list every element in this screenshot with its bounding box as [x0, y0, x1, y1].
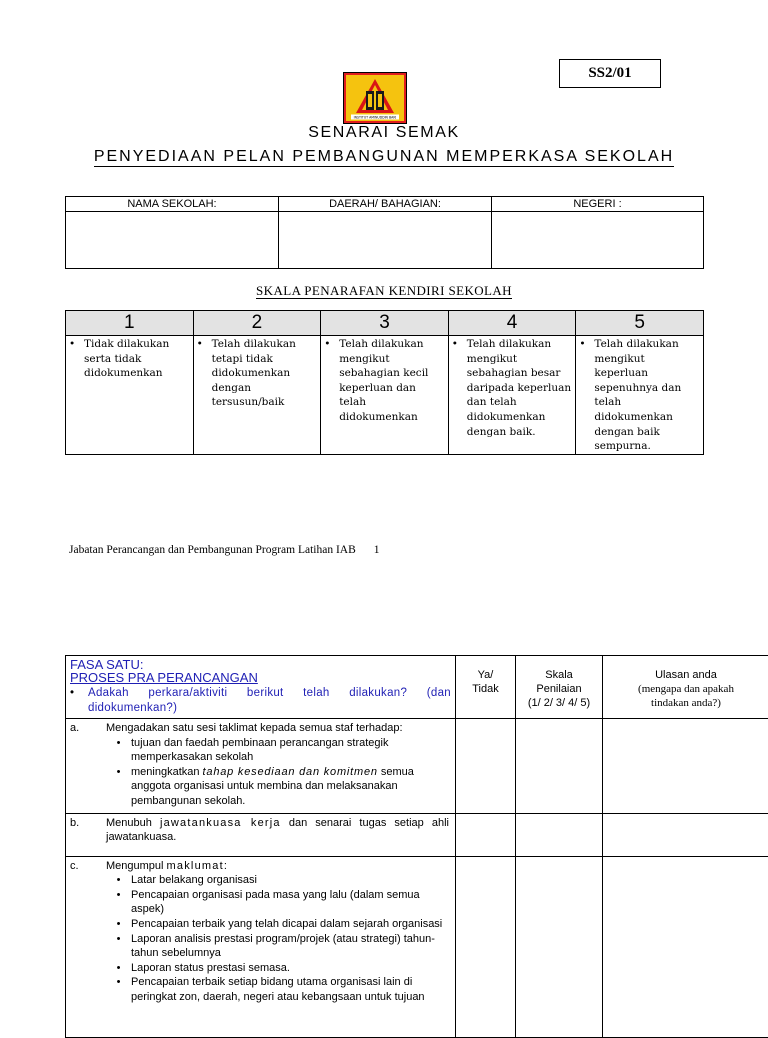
scale-description: Telah dilakukan mengikut sebahagian besar daripada keperluan dan telah didokumenkan dengan baik. — [467, 337, 574, 439]
phase-question: Adakah perkara/aktiviti berikut telah dilakukan? (dan didokumenkan?) — [88, 686, 451, 716]
checklist-item-b — [66, 813, 456, 856]
yes-no-cell[interactable] — [456, 719, 516, 814]
page-number: 1 — [374, 544, 380, 556]
sub-item: Laporan analisis prestasi program/projek (atau strategi) tahun-tahun sebelumnya — [131, 932, 449, 961]
scale-description: Telah dilakukan tetapi tidak didokumenkan dengan tersusun/baik — [212, 337, 319, 410]
item-text — [106, 859, 449, 874]
logo-caption: INSTITUT AMINUDDIN BAKI — [354, 116, 397, 120]
comment-header — [603, 656, 768, 719]
sub-item: tujuan dan faedah pembinaan perancangan strategik memperkasakan sekolah — [131, 736, 449, 765]
district-field[interactable] — [279, 212, 492, 269]
school-name-field[interactable] — [66, 212, 279, 269]
comment-header-line1: Ulasan anda — [603, 668, 768, 682]
bullet-icon: • — [579, 337, 594, 454]
rating-scale-table — [65, 310, 704, 455]
scale-header-line2: Penilaian — [516, 682, 602, 696]
comment-cell[interactable] — [603, 856, 768, 1037]
yes-no-header-line1: Ya/ — [456, 668, 515, 682]
school-name-header: NAMA SEKOLAH: — [66, 197, 279, 212]
yes-no-header — [456, 656, 516, 719]
item-text-spaced: jawatankuasa kerja — [160, 817, 281, 829]
bullet-icon: • — [452, 337, 467, 439]
item-text-pre: Menubuh — [106, 817, 160, 829]
checklist-item-c — [66, 856, 456, 1037]
scale-number: 4 — [448, 311, 576, 336]
scale-description-cell — [448, 336, 576, 455]
comment-header-line3: tindakan anda?) — [603, 696, 768, 710]
yes-no-header-line2: Tidak — [456, 682, 515, 696]
bullet-icon: • — [69, 337, 84, 381]
item-letter: b. — [70, 816, 106, 845]
phase-header-cell — [66, 656, 456, 719]
school-info-table — [65, 196, 704, 269]
item-text: Mengadakan satu sesi taklimat kepada semua staf terhadap: — [106, 721, 449, 736]
checklist-item-a — [66, 719, 456, 814]
scale-description: Telah dilakukan mengikut sebahagian kecil keperluan dan telah didokumenkan — [339, 337, 446, 425]
yes-no-cell[interactable] — [456, 813, 516, 856]
scale-rating-cell[interactable] — [516, 813, 603, 856]
scale-heading — [0, 283, 768, 299]
sub-item-post: semua anggota organisasi untuk membina dan melaksanakan pembangunan sekolah. — [131, 766, 414, 807]
state-field[interactable] — [492, 212, 704, 269]
bullet-icon: • — [106, 917, 131, 932]
bullet-icon: • — [70, 686, 88, 716]
state-header: NEGERI : — [492, 197, 704, 212]
item-letter: c. — [70, 859, 106, 1005]
document-subtitle — [0, 148, 768, 166]
scale-rating-cell[interactable] — [516, 719, 603, 814]
scale-number: 3 — [321, 311, 449, 336]
item-text — [106, 816, 449, 845]
sub-item — [131, 765, 449, 809]
scale-description-cell — [321, 336, 449, 455]
scale-description-cell — [576, 336, 704, 455]
footer-text: Jabatan Perancangan dan Pembangunan Program Latihan IAB — [69, 544, 356, 556]
document-code: SS2/01 — [559, 59, 661, 88]
sub-item: Pencapaian terbaik setiap bidang utama organisasi lain di peringkat zon, daerah, negeri atau kebangsaan untuk tujuan — [131, 975, 449, 1004]
bullet-icon: • — [106, 932, 131, 961]
bullet-icon: • — [106, 888, 131, 917]
bullet-icon: • — [106, 765, 131, 809]
document-title: SENARAI SEMAK — [0, 124, 768, 142]
scale-number: 5 — [576, 311, 704, 336]
bullet-icon: • — [324, 337, 339, 425]
item-text-pre: Mengumpul — [106, 860, 167, 872]
sub-item-emphasis: tahap kesediaan dan komitmen — [203, 766, 378, 778]
scale-rating-cell[interactable] — [516, 856, 603, 1037]
scale-description: Tidak dilakukan serta tidak didokumenkan — [84, 337, 191, 381]
sub-item: Pencapaian terbaik yang telah dicapai dalam sejarah organisasi — [131, 917, 442, 932]
sub-item: Latar belakang organisasi — [131, 873, 257, 888]
bullet-icon: • — [106, 975, 131, 1004]
scale-heading-text: SKALA PENARAFAN KENDIRI SEKOLAH — [256, 283, 512, 299]
scale-description: Telah dilakukan mengikut keperluan sepenuhnya dan telah didokumenkan dengan baik sempurna. — [594, 337, 701, 454]
scale-number: 1 — [66, 311, 194, 336]
sub-item: Pencapaian organisasi pada masa yang lalu (dalam semua aspek) — [131, 888, 449, 917]
comment-cell[interactable] — [603, 719, 768, 814]
scale-header-line1: Skala — [516, 668, 602, 682]
yes-no-cell[interactable] — [456, 856, 516, 1037]
scale-description-cell — [193, 336, 321, 455]
checklist-table — [65, 655, 768, 1038]
document-subtitle-text: PENYEDIAAN PELAN PEMBANGUNAN MEMPERKASA SEKOLAH — [94, 148, 674, 167]
bullet-icon: • — [106, 736, 131, 765]
item-letter: a. — [70, 721, 106, 809]
bullet-icon: • — [106, 873, 131, 888]
scale-description-cell — [66, 336, 194, 455]
item-text-post: dan senarai tugas setiap ahli jawatankuasa. — [106, 817, 449, 844]
scale-header-line3: (1/ 2/ 3/ 4/ 5) — [516, 696, 602, 710]
scale-header — [516, 656, 603, 719]
item-text-spaced: maklumat — [167, 860, 224, 872]
comment-cell[interactable] — [603, 813, 768, 856]
comment-header-line2: (mengapa dan apakah — [603, 682, 768, 696]
institution-crest-logo — [343, 72, 407, 124]
process-title: PROSES PRA PERANCANGAN — [70, 671, 451, 685]
sub-item: Laporan status prestasi semasa. — [131, 961, 290, 976]
page-footer — [69, 544, 380, 556]
district-header: DAERAH/ BAHAGIAN: — [279, 197, 492, 212]
item-text-post: : — [224, 860, 227, 872]
scale-number: 2 — [193, 311, 321, 336]
bullet-icon: • — [106, 961, 131, 976]
sub-item-pre: meningkatkan — [131, 766, 203, 778]
bullet-icon: • — [197, 337, 212, 410]
phase-title: FASA SATU: — [70, 658, 451, 671]
